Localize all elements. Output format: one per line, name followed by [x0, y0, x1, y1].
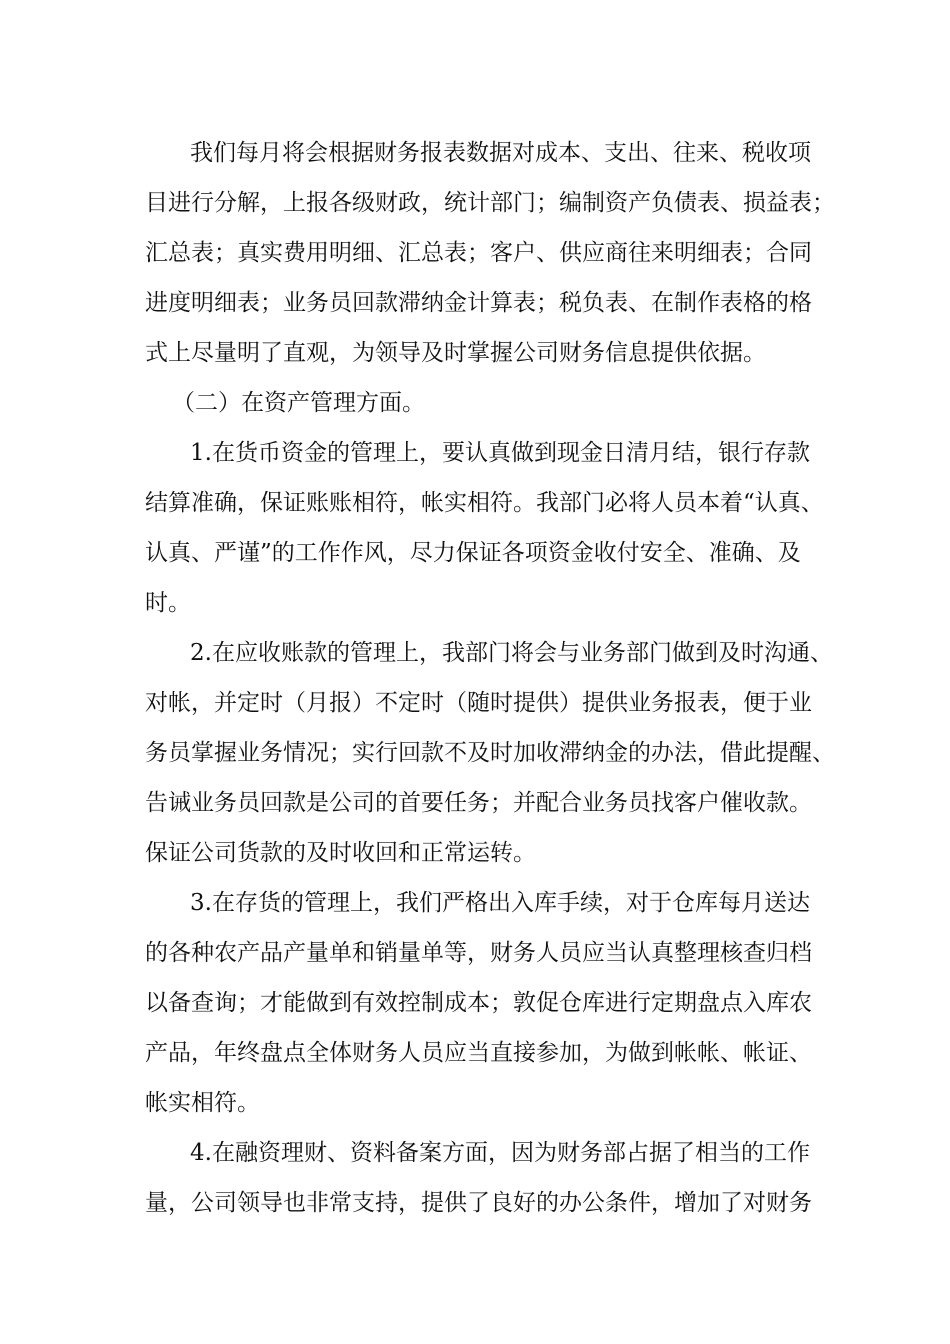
text-line: 帐实相符。	[145, 1090, 260, 1116]
text-line: 的各种农产品产量单和销量单等，财务人员应当认真整理核查归档	[145, 940, 812, 966]
text-line: 务员掌握业务情况；实行回款不及时加收滞纳金的办法，借此提醒、	[145, 740, 835, 766]
text-line: 对帐，并定时（月报）不定时（随时提供）提供业务报表，便于业	[145, 690, 812, 716]
text-line: 2.在应收账款的管理上，我部门将会与业务部门做到及时沟通、	[190, 640, 833, 666]
text-line: 量，公司领导也非常支持，提供了良好的办公条件，增加了对财务	[145, 1190, 812, 1216]
text-line: 汇总表；真实费用明细、汇总表；客户、供应商往来明细表；合同	[145, 240, 812, 266]
text-line: 我们每月将会根据财务报表数据对成本、支出、往来、税收项	[190, 140, 811, 166]
text-line: 保证公司货款的及时收回和正常运转。	[145, 840, 536, 866]
text-line: 以备查询；才能做到有效控制成本；敦促仓库进行定期盘点入库农	[145, 990, 812, 1016]
text-line: 目进行分解，上报各级财政，统计部门；编制资产负债表、损益表；	[145, 190, 835, 216]
text-line: 告诫业务员回款是公司的首要任务；并配合业务员找客户催收款。	[145, 790, 812, 816]
text-line: 4.在融资理财、资料备案方面，因为财务部占据了相当的工作	[190, 1140, 810, 1166]
text-line: 认真、严谨”的工作作风，尽力保证各项资金收付安全、准确、及	[145, 540, 801, 566]
text-line: 式上尽量明了直观，为领导及时掌握公司财务信息提供依据。	[145, 340, 766, 366]
text-line: 结算准确，保证账账相符，帐实相符。我部门必将人员本着“认真、	[145, 490, 824, 516]
text-line: 1.在货币资金的管理上，要认真做到现金日清月结，银行存款	[190, 440, 810, 466]
section-heading: （二）在资产管理方面。	[172, 390, 425, 416]
text-line: 3.在存货的管理上，我们严格出入库手续，对于仓库每月送达	[190, 890, 810, 916]
text-line: 进度明细表；业务员回款滞纳金计算表；税负表、在制作表格的格	[145, 290, 812, 316]
text-line: 时。	[145, 590, 191, 616]
text-line: 产品，年终盘点全体财务人员应当直接参加，为做到帐帐、帐证、	[145, 1040, 812, 1066]
